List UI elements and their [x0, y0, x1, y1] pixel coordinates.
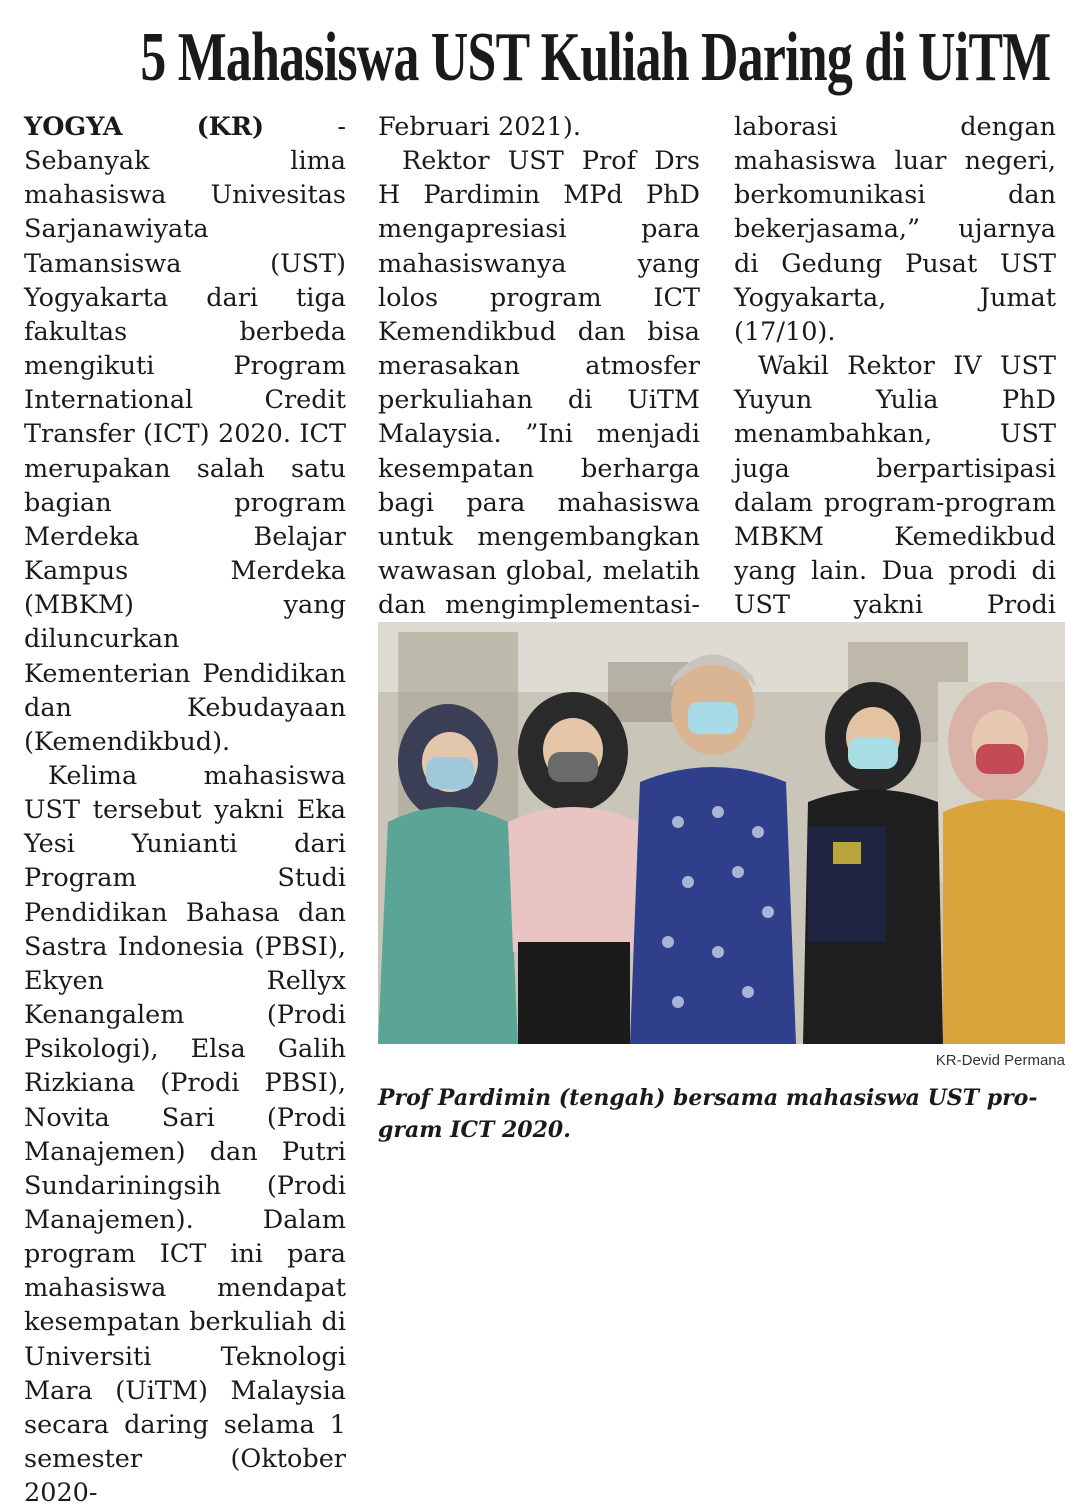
- article-column-1: [24, 110, 346, 1510]
- photo-credit: KR-Devid Permana: [935, 1052, 1065, 1069]
- photo-caption: Prof Pardimin (tengah) bersama mahasiswa UST program ICT 2020.: [378, 1085, 1038, 1143]
- paragraph: [24, 110, 346, 759]
- dateline: YOGYA (KR): [24, 112, 265, 142]
- news-photo: [378, 622, 1065, 1044]
- paragraph: laborasi dengan mahasiswa luar negeri, berkomunikasi dan bekerjasama,” ujarnya di Gedung Pusat UST Yogyakarta, Jumat (17/10).: [734, 112, 1056, 347]
- paragraph: Kelima mahasiswa UST tersebut yakni Eka Yesi Yunianti dari Program Studi Pendidikan Bahasa dan Sastra Indonesia (PBSI), Ekyen Rellyx Kenangalem (Prodi Psikologi), Elsa Galih Rizkiana (Prodi PBSI), Novita Sari (Prodi Manajemen) dan Putri Sundariningsih (Prodi Manajemen). Dalam program ICT ini para mahasiswa mendapat kesempatan berkuliah di Universiti Teknologi Mara (UiTM) Malaysia secara daring selama 1 semester (Oktober 2020-: [24, 760, 346, 1509]
- photo-illustration: [378, 622, 1065, 1044]
- paragraph: Wakil Rektor IV UST Yuyun Yulia PhD menambahkan, UST juga berpartisipasi dalam program-program MBKM Kemedikbud yang lain. Dua prodi di UST yakni Prodi: [734, 351, 1056, 621]
- paragraph-text: - Sebanyak lima mahasiswa Univesitas Sarjanawiyata Tamansiswa (UST) Yogyakarta dari tiga fakultas berbeda mengikuti Program International Credit Transfer (ICT) 2020. ICT merupakan salah satu bagian program Merdeka Belajar Kampus Merdeka (MBKM) yang diluncurkan Kementerian Pendidikan dan Kebudayaan (Kemendikbud).: [24, 112, 346, 757]
- paragraph: Februari 2021).: [378, 112, 581, 142]
- headline: 5 Mahasiswa UST Kuliah Daring di UiTM: [140, 19, 1051, 96]
- paragraph: Rektor UST Prof Drs H Pardimin MPd PhD mengapresiasi para mahasiswanya yang lolos program ICT Kemendikbud dan bisa merasakan atmosfer perkuliahan di UiTM Malaysia. ”Ini menjadi kesempatan berharga bagi para mahasiswa untuk mengembangkan wawasan global, melatih dan mengimplementasi: [378, 146, 700, 621]
